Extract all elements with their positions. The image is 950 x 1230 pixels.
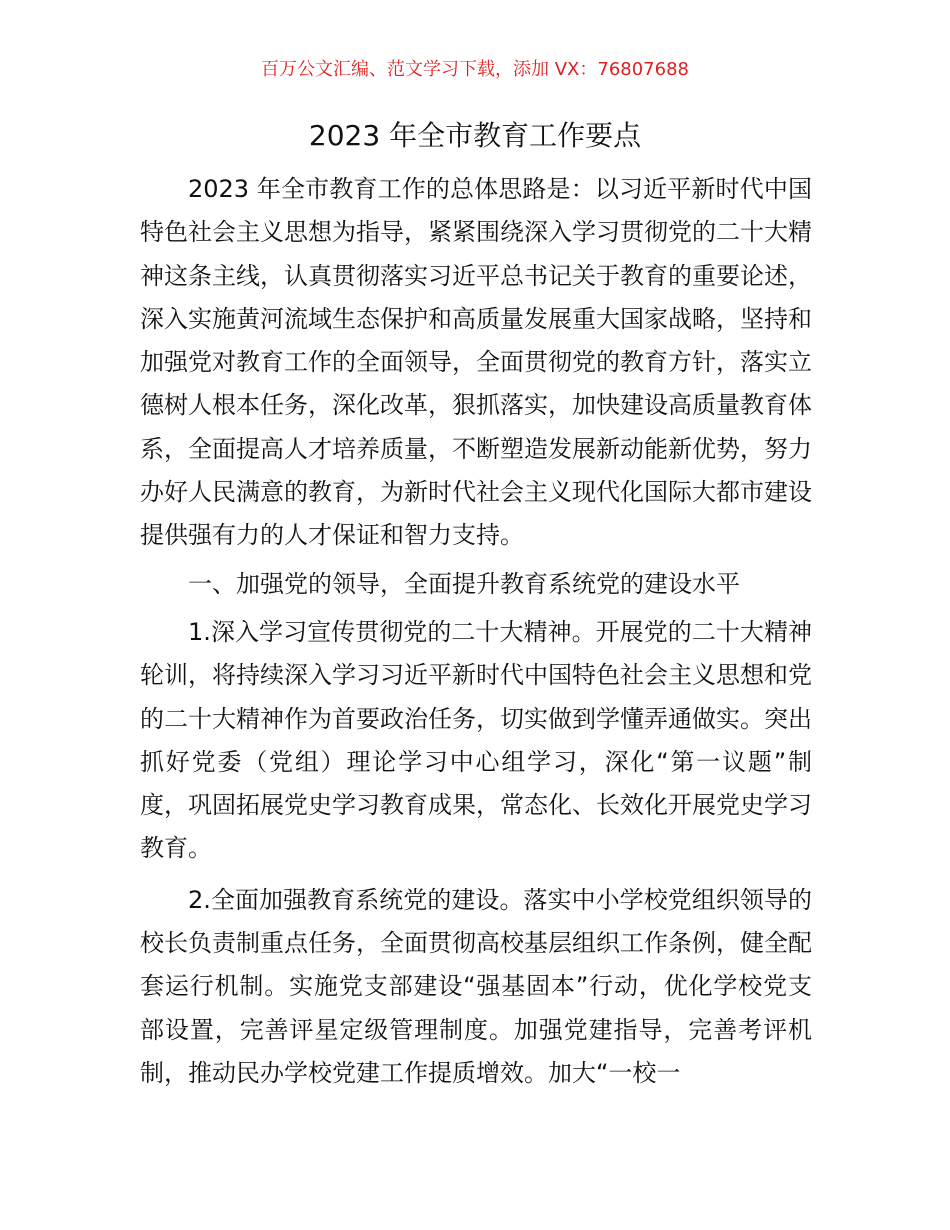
paragraph-overview: 2023 年全市教育工作的总体思路是：以习近平新时代中国特色社会主义思想为指导，紧紧围绕深入学习贯彻党的二十大精神这条主线，认真贯彻落实习近平总书记关于教育的重要论述，深入实施黄河流域生态保护和高质量发展重大国家战略，坚持和加强党对教育工作的全面领导，全面贯彻党的教育方针，落实立德树人根本任务，深化改革，狠抓落实，加快建设高质量教育体系，全面提高人才培养质量，不断塑造发展新动能新优势，努力办好人民满意的教育，为新时代社会主义现代化国际大都市建设提供强有力的人才保证和智力支持。 (140, 175, 812, 550)
paragraph-item-2: 2.全面加强教育系统党的建设。落实中小学校党组织领导的校长负责制重点任务，全面贯彻高校基层组织工作条例，健全配套运行机制。实施党支部建设“强基固本”行动，优化学校党支部设置，完善评星定级管理制度。加强党建指导，完善考评机制，推动民办学校党建工作提质增效。加大“一校一 (140, 885, 812, 1087)
document-title: 2023 年全市教育工作要点 (308, 119, 642, 152)
section-heading-1: 一、加强党的领导，全面提升教育系统党的建设水平 (188, 569, 740, 598)
header-banner: 百万公文汇编、范文学习下载，添加 VX：76807688 (261, 59, 689, 80)
paragraph-item-1: 1.深入学习宣传贯彻党的二十大精神。开展党的二十大精神轮训，将持续深入学习习近平新时代中国特色社会主义思想和党的二十大精神作为首要政治任务，切实做到学懂弄通做实。突出抓好党委（党组）理论学习中心组学习，深化“第一议题”制度，巩固拓展党史学习教育成果，常态化、长效化开展党史学习教育。 (140, 617, 812, 863)
document-body (140, 168, 812, 1095)
